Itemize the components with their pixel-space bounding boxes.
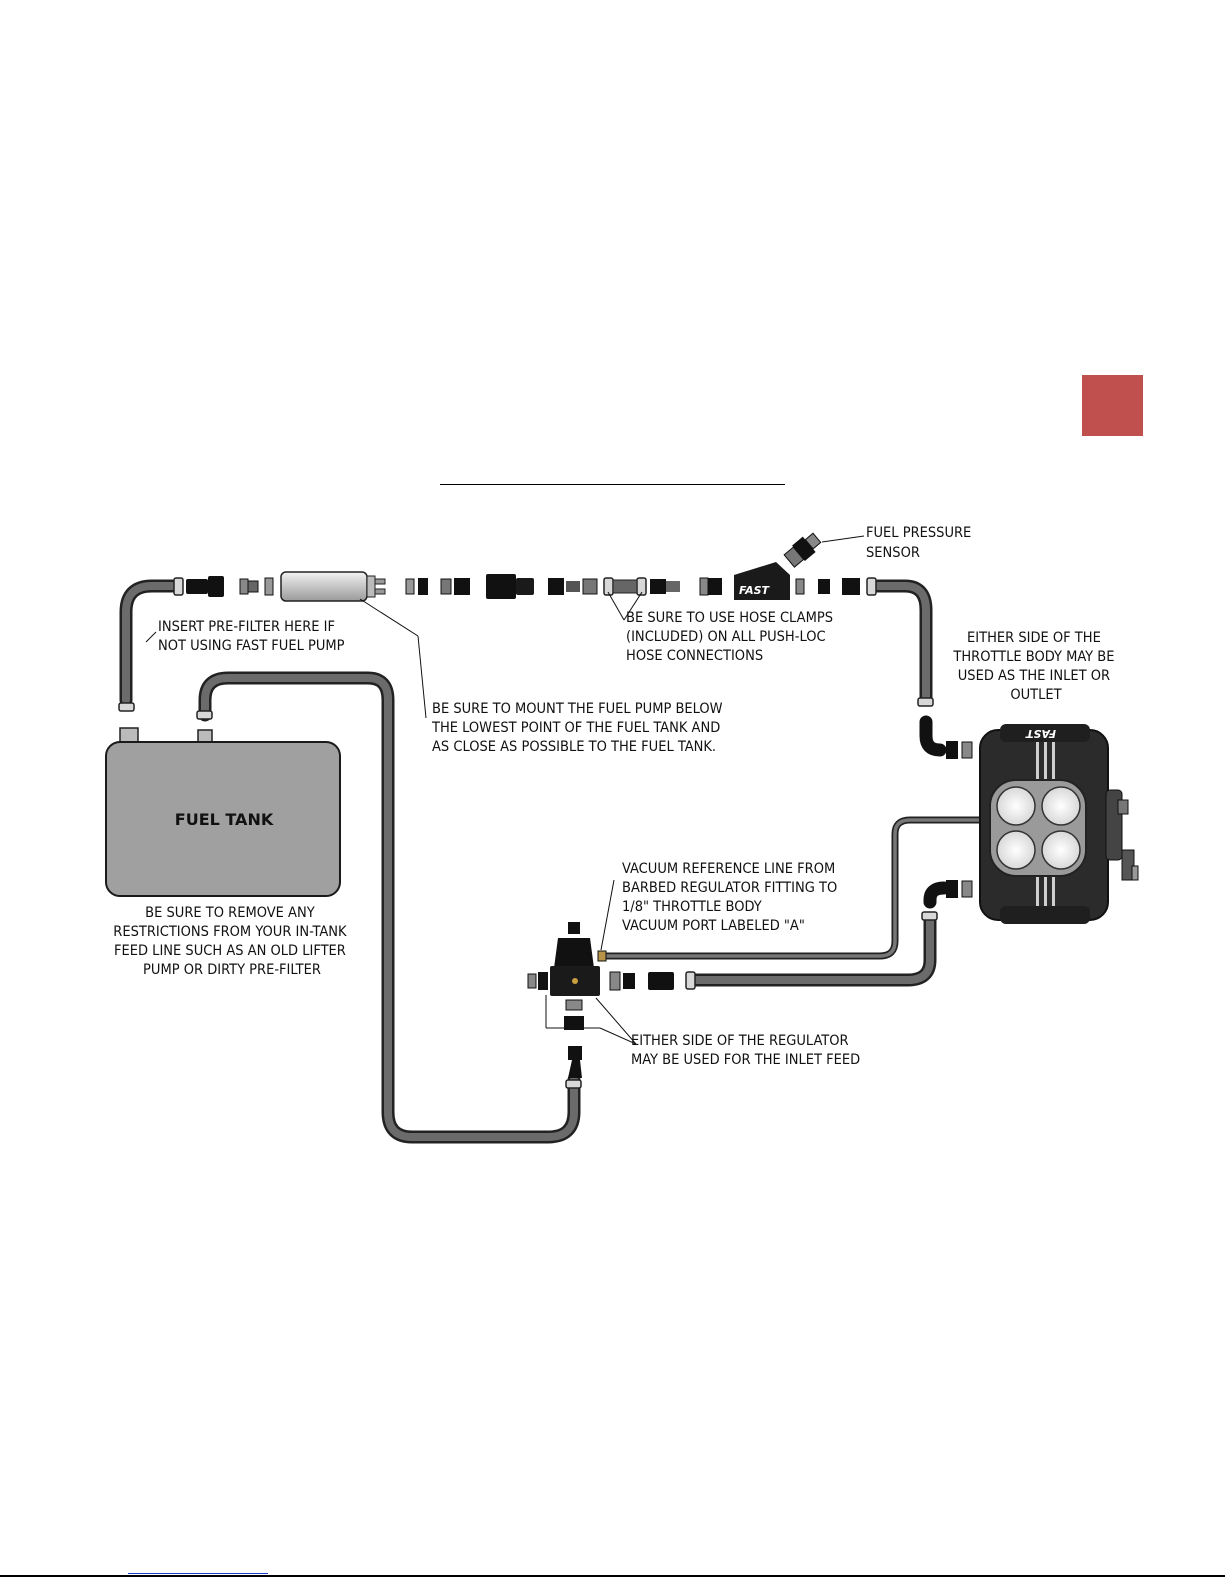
fuel-filter <box>486 574 534 599</box>
callout-fuel-pressure-sensor: FUEL PRESSURE SENSOR <box>866 525 972 561</box>
callout-pump-mount: BE SURE TO MOUNT THE FUEL PUMP BELOW THE LOWEST POINT OF THE FUEL TANK AND AS CLOSE AS POSSIBLE TO THE FUEL TANK. <box>432 701 723 755</box>
an-fitting <box>650 578 722 595</box>
callout-vacuum-line: VACUUM REFERENCE LINE FROM BARBED REGULATOR FITTING TO 1/8" THROTTLE BODY VACUUM PORT LABELED "A" <box>622 861 838 934</box>
fuel-log-block <box>734 562 790 600</box>
callout-hose-clamps: BE SURE TO USE HOSE CLAMPS (INCLUDED) ON ALL PUSH-LOC HOSE CONNECTIONS <box>626 610 833 664</box>
top-fitting-chain <box>186 530 860 601</box>
footer-link-underline[interactable] <box>128 1573 268 1574</box>
callout-regulator-side: EITHER SIDE OF THE REGULATOR MAY BE USED FOR THE INLET FEED <box>631 1033 861 1068</box>
callout-pre-filter: INSERT PRE-FILTER HERE IF NOT USING FAST FUEL PUMP <box>158 619 345 654</box>
fuel-pressure-sensor <box>783 530 823 568</box>
throttle-body-logo: FAST <box>1025 727 1056 740</box>
fuel-tank <box>106 728 340 896</box>
fuel-pump <box>281 572 385 601</box>
callout-remove-restrictions: BE SURE TO REMOVE ANY RESTRICTIONS FROM YOUR IN-TANK FEED LINE SUCH AS AN OLD LIFTER PUMP OR DIRTY PRE-FILTER <box>113 905 347 978</box>
an-fitting <box>796 578 860 595</box>
an-fitting <box>548 578 597 595</box>
footer-rule <box>0 1575 1225 1577</box>
hose-to-throttle-body-top <box>878 586 926 698</box>
callout-throttle-body-side: EITHER SIDE OF THE THROTTLE BODY MAY BE USED AS THE INLET OR OUTLET <box>953 630 1115 703</box>
fuel-log-logo: FAST <box>739 584 770 597</box>
an-fitting <box>406 578 470 595</box>
an-fitting <box>186 576 273 597</box>
fuel-tank-label: FUEL TANK <box>174 810 274 829</box>
